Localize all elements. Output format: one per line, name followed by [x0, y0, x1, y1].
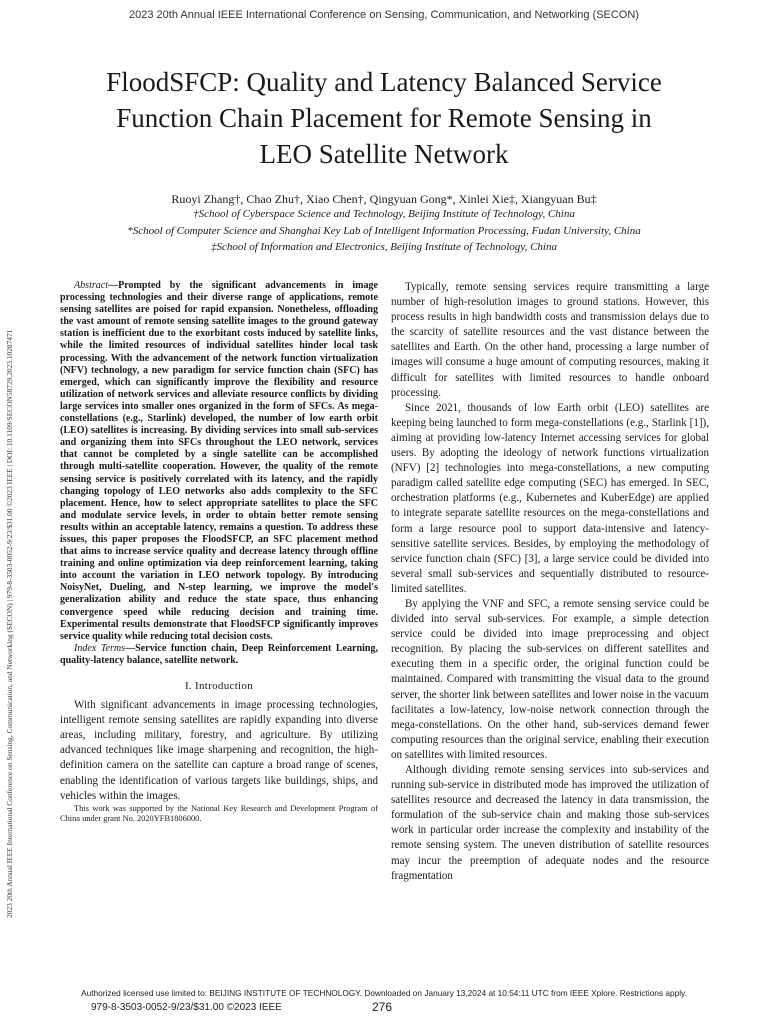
license-notice: Authorized licensed use limited to: BEIJING INSTITUTE OF TECHNOLOGY. Downloaded on January 13,2024 at 10:54:11 UTC from IEEE Xplore. Restrictions apply. — [81, 988, 687, 998]
title-line-1: FloodSFCP: Quality and Latency Balanced Service — [106, 67, 662, 97]
right-paragraph-3: By applying the VNF and SFC, a remote sensing service could be divided into serval sub-services. For example, a simple detection service could be divided into image preprocessing and object recognition. By placing the sub-services on different satellites and executing them in a specific order, the original function could be maintained. Compared with transmitting the visual data to the ground server, the shorter link between satellites and lower noise in the vacuum facilitates a low-latency, low-noise network connection through the mega-constellations. On the other hand, sub-services demand fewer computing resources than the original service, enabling their execution on satellites with limited resources. — [391, 597, 709, 761]
abstract-text: —Prompted by the significant advancements in image processing technologies and their diverse range of applications, remote sensing satellites are poised for rapid expansion. Nonetheless, offloading the vast amount of remote sensing satellite images to the ground gateway station is inefficient due to the exorbitant costs induced by satellite links, while the limited resources of individual satellites hinder local task processing. With the advancement of the network function virtualization (NFV) technology, a new paradigm for service function chain (SFC) has emerged, which can significantly improve the flexibility and resource utilization of network services and alleviate resource conflicts by dividing large services into smaller ones organized in the form of SFCs. As mega-constellations (e.g., Starlink) developed, the number of low earth orbit (LEO) satellites is increasing. By dividing services into small sub-services and organizing them into SFCs throughout the LEO network, services that cannot be completed by a single satellite can be accomplished through multi-satellite cooperation. However, the quality of the remote sensing service is positively correlated with its latency, and the rapidly changing topology of LEO networks also adds complexity to the SFC placement. Hence, how to select appropriate satellites to place the SFC and modulate service levels, in order to obtain better remote sensing results within an acceptable latency, remains a question. To address these issues, this paper proposes the FloodSFCP, an SFC placement method that aims to increase service quality and decrease latency through offline training and online optimization via deep reinforcement learning, taking into account the variation in LEO network topology. By introducing NoisyNet, Dueling, and N-step learning, we improve the model's generalization ability and reduce the state space, thus enhancing convergence speed while reducing decision and training time. Experimental results demonstrate that FloodSFCP significantly improves service quality while reducing total decision costs. — [60, 280, 378, 642]
index-terms-text: —Service function chain, Deep Reinforcement Learning, quality-latency balance, satellite network. — [60, 642, 378, 666]
index-terms — [60, 643, 378, 667]
section-heading-introduction: I. Introduction — [184, 680, 254, 692]
right-paragraph-1: Typically, remote sensing services require transmitting a large number of high-resolution images to ground stations. However, this process results in high bandwidth costs and transmission delays due to the scarcity of satellite resources and the vast distance between the satellites and Earth. On the other hand, processing a large number of images will consume a huge amount of computing resources, making it difficult for satellites with limited resources to handle onboard processing. — [391, 281, 709, 399]
affiliation-2: *School of Computer Science and Shanghai Key Lab of Intelligent Information Processing, Fudan University, China — [127, 225, 641, 237]
title-line-2: Function Chain Placement for Remote Sensing in — [116, 103, 652, 133]
index-terms-lead: Index Terms — [74, 642, 126, 654]
funding-footnote: This work was supported by the National Key Research and Development Program of China under grant No. 2020YFB1806000. — [60, 803, 378, 824]
intro-paragraph-1: With significant advancements in image processing technologies, intelligent remote sensing satellites are rapidly expanding into diverse areas, including military, forestry, and agriculture. By utilizing advanced techniques like image sharpening and recognition, the high-definition camera on the satellite can capture a broad range of scenes, enabling the identification of various targets like buildings, ships, and vehicles within the images. — [60, 699, 378, 802]
right-column — [391, 280, 709, 884]
paper-title — [40, 64, 728, 172]
abstract — [60, 280, 378, 643]
abstract-lead: Abstract — [74, 280, 109, 291]
isbn-line: 979-8-3503-0052-9/23/$31.00 ©2023 IEEE — [91, 1002, 282, 1013]
left-column — [60, 280, 378, 825]
doi-side-strip: 2023 20th Annual IEEE International Conference on Sensing, Communication, and Networking (SECON) | 979-8-3503-0052-9/23/$31.00 ©2023 IEEE | DOI: 10.1109/SECON58729.2023.10287471 — [5, 329, 14, 918]
affiliation-3: ‡School of Information and Electronics, Beijing Institute of Technology, China — [211, 241, 557, 253]
right-paragraph-4: Although dividing remote sensing services into sub-services and running sub-service in distributed mode has improved the utilization of satellites resource and decreased the latency in data transmission, the formulation of the sub-service chain and making those sub-services work in particular order increase the complexity and instability of the remote sensing system. The uneven distribution of satellite resources may incur the preemption of adequate nodes and the resource fragmentation — [391, 764, 709, 882]
right-paragraph-2: Since 2021, thousands of low Earth orbit (LEO) satellites are keeping being launched to form mega-constellations (e.g., Starlink [1]), aiming at providing low-latency Internet accessing services for global users. By adopting the ideology of network functions virtualization (NFV) [2] technologies into mega-constellations, a new computing paradigm called satellite edge computing (SEC) has emerged. In SEC, orchestration platforms (e.g., Kubernetes and KuberEdge) are applied to integrate separate satellite resources on the mega-constellations and form a large resource pool to support data-intensive and latency-sensitive satellite services. Besides, by employing the methodology of service function chain (SFC) [3], a large service could be divided into several small sub-services and sequentially distributed to resource-limited satellites. — [391, 401, 709, 595]
affiliation-1: †School of Cyberspace Science and Technology, Beijing Institute of Technology, China — [193, 208, 575, 220]
author-list: Ruoyi Zhang†, Chao Zhu†, Xiao Chen†, Qingyuan Gong*, Xinlei Xie‡, Xiangyuan Bu‡ — [171, 192, 597, 206]
conference-header: 2023 20th Annual IEEE International Conference on Sensing, Communication, and Networking (SECON) — [129, 9, 639, 21]
title-line-3: LEO Satellite Network — [259, 139, 509, 169]
page-number: 276 — [372, 1000, 393, 1014]
